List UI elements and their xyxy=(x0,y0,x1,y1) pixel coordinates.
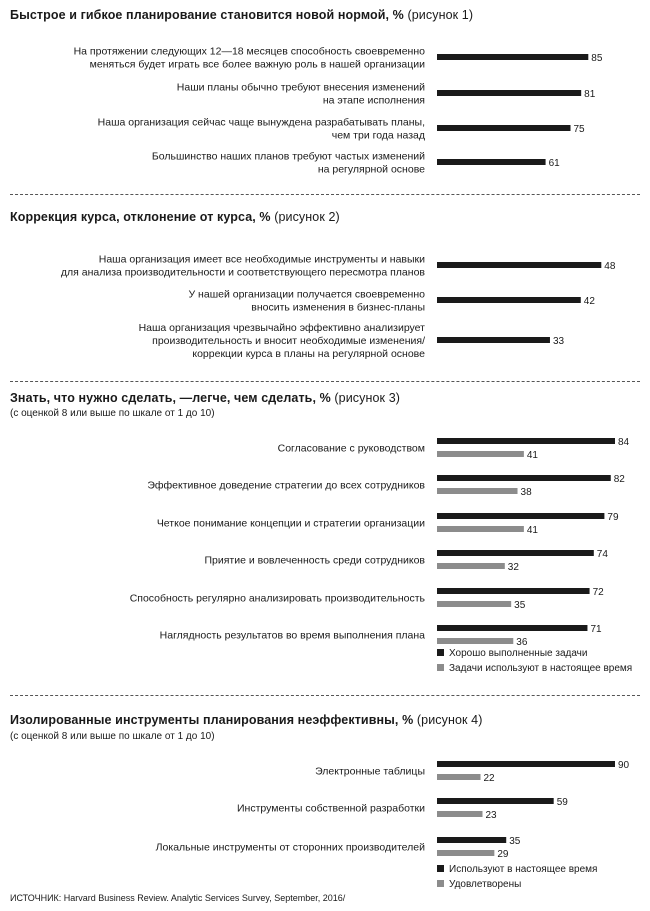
bar-primary xyxy=(437,125,571,131)
bar-primary xyxy=(437,90,581,96)
value-label: 41 xyxy=(526,450,539,461)
category-label: Четкое понимание концепции и стратегии организации xyxy=(156,517,425,530)
value-label: 35 xyxy=(514,600,526,611)
source-note: ИСТОЧНИК: Harvard Business Review. Analytic Services Survey, September, 2016/ xyxy=(10,893,346,903)
figure-1-chart xyxy=(0,40,650,190)
value-label: 84 xyxy=(618,437,630,448)
bar-primary xyxy=(437,837,506,843)
category-label: Наша организация сейчас чаще вынуждена разрабатывать планы, xyxy=(97,116,425,129)
figure-4-title-main: Изолированные инструменты планирования неэффективны, % xyxy=(10,713,414,727)
category-label: производительность и вносит необходимые изменения/ xyxy=(152,335,425,347)
category-label: У нашей организации получается своевременно xyxy=(188,288,425,301)
value-label: 41 xyxy=(526,525,539,536)
figure-2-title xyxy=(10,210,340,224)
value-label: 90 xyxy=(618,760,630,771)
bar-primary xyxy=(437,761,615,767)
category-label: коррекции курса в планы на регулярной основе xyxy=(192,348,425,360)
legend-swatch xyxy=(437,880,444,887)
bar-primary xyxy=(437,337,550,343)
category-label: Инструменты собственной разработки xyxy=(236,802,425,815)
value-label: 81 xyxy=(584,89,596,100)
figure-2-chart xyxy=(0,245,650,375)
value-label: 29 xyxy=(497,849,509,860)
legend-label: Удовлетворены xyxy=(449,879,522,890)
figure-1-title-main: Быстрое и гибкое планирование становится новой нормой, % xyxy=(10,8,404,22)
legend-swatch xyxy=(437,664,444,671)
legend-label: Хорошо выполненные задачи xyxy=(449,648,588,659)
value-label: 71 xyxy=(590,624,602,635)
figure-3-subtitle: (с оценкой 8 или выше по шкале от 1 до 10) xyxy=(10,408,215,419)
bar-primary xyxy=(437,262,601,268)
figure-3-title-ref: (рисунок 3) xyxy=(334,391,401,405)
category-label: на этапе исполнения xyxy=(322,94,425,107)
category-label: вносить изменения в бизнес-планы xyxy=(251,301,425,314)
category-label: на регулярной основе xyxy=(317,163,425,176)
value-label: 23 xyxy=(485,810,497,821)
divider-1 xyxy=(10,194,640,195)
category-label: Наша организация чрезвычайно эффективно анализирует xyxy=(138,322,425,334)
figure-4-chart xyxy=(0,745,650,895)
figure-3-chart xyxy=(0,425,650,685)
category-label: чем три года назад xyxy=(331,129,425,142)
bar-primary xyxy=(437,588,590,594)
figure-3-title xyxy=(10,391,400,405)
bar-primary xyxy=(437,438,615,444)
bar-secondary xyxy=(437,811,482,817)
category-label: для анализа производительности и соответствующего пересмотра планов xyxy=(60,266,425,279)
value-label: 33 xyxy=(552,336,565,347)
figure-1-title-ref: (рисунок 1) xyxy=(407,8,474,22)
value-label: 61 xyxy=(548,158,560,169)
category-label: На протяжении следующих 12—18 месяцев способность своевременно xyxy=(73,45,425,58)
value-label: 35 xyxy=(509,836,521,847)
value-label: 72 xyxy=(592,587,604,598)
value-label: 85 xyxy=(591,53,603,64)
category-label: Эффективное доведение стратегии до всех сотрудников xyxy=(147,479,425,492)
bar-secondary xyxy=(437,526,524,532)
figure-4-title xyxy=(10,713,482,727)
figure-2-title-ref: (рисунок 2) xyxy=(274,210,340,224)
bar-secondary xyxy=(437,774,481,780)
bar-primary xyxy=(437,475,611,481)
category-label: Способность регулярно анализировать производительность xyxy=(129,592,425,605)
value-label: 82 xyxy=(613,474,625,485)
bar-primary xyxy=(437,798,554,804)
bar-secondary xyxy=(437,601,511,607)
figure-1-title xyxy=(10,8,473,22)
category-label: Приятие и вовлеченность среди сотрудников xyxy=(204,554,425,567)
value-label: 79 xyxy=(607,512,619,523)
figure-4-subtitle: (с оценкой 8 или выше по шкале от 1 до 10) xyxy=(10,731,215,742)
bar-primary xyxy=(437,159,546,165)
value-label: 48 xyxy=(604,261,616,272)
bar-primary xyxy=(437,550,594,556)
value-label: 42 xyxy=(583,296,595,307)
figure-4-title-ref: (рисунок 4) xyxy=(416,713,483,727)
bar-secondary xyxy=(437,563,505,569)
bar-secondary xyxy=(437,638,513,644)
legend-swatch xyxy=(437,649,444,656)
category-label: Большинство наших планов требуют частых изменений xyxy=(151,150,425,163)
bar-secondary xyxy=(437,451,524,457)
value-label: 38 xyxy=(520,487,532,498)
category-label: Локальные инструменты от сторонних производителей xyxy=(155,841,425,854)
category-label: Наглядность результатов во время выполнения плана xyxy=(159,629,425,642)
legend-label: Задачи используют в настоящее время xyxy=(449,663,633,674)
value-label: 74 xyxy=(596,549,608,560)
bar-primary xyxy=(437,625,587,631)
bar-primary xyxy=(437,513,604,519)
bar-secondary xyxy=(437,850,494,856)
value-label: 75 xyxy=(573,124,585,135)
category-label: Наша организация имеет все необходимые инструменты и навыки xyxy=(98,253,425,266)
category-label: Наши планы обычно требуют внесения изменений xyxy=(176,81,425,94)
figure-3-title-main: Знать, что нужно сделать, —легче, чем сделать, % xyxy=(10,391,331,405)
bar-primary xyxy=(437,297,581,303)
category-label: Электронные таблицы xyxy=(315,765,425,778)
legend-label: Используют в настоящее время xyxy=(449,864,598,875)
category-label: меняться будет играть все более важную роль в нашей организации xyxy=(89,58,425,71)
figure-2-title-main: Коррекция курса, отклонение от курса, % xyxy=(10,210,271,224)
divider-3 xyxy=(10,695,640,696)
value-label: 32 xyxy=(507,562,519,573)
legend-swatch xyxy=(437,865,444,872)
bar-secondary xyxy=(437,488,518,494)
divider-2 xyxy=(10,381,640,382)
bar-primary xyxy=(437,54,588,60)
value-label: 36 xyxy=(516,637,528,648)
category-label: Согласование с руководством xyxy=(277,442,425,455)
value-label: 59 xyxy=(556,797,568,808)
value-label: 22 xyxy=(483,773,495,784)
